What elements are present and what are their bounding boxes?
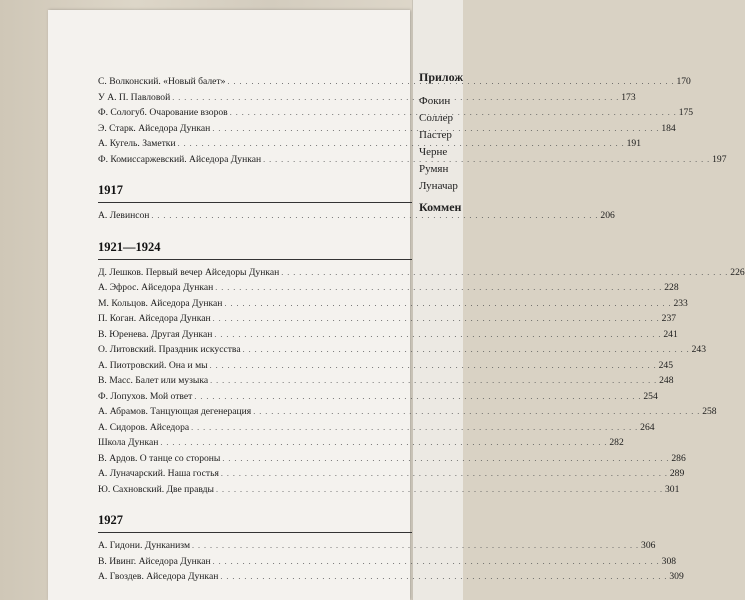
toc-entry: [98, 280, 679, 296]
toc-entry-page-number: 197: [712, 153, 727, 165]
section-year-heading: 1921—1924: [98, 239, 161, 254]
right-page-fragment: Черне: [419, 146, 448, 158]
toc-entry-title: П. Коган. Айседора Дункан: [98, 313, 211, 324]
toc-entry-title: Ф. Лопухов. Мой ответ: [98, 390, 193, 402]
toc-entry-title: А. Абрамов. Танцующая дегенерация: [98, 406, 252, 417]
toc-entry-page-number: 258: [702, 406, 717, 417]
toc-leader-dots: [210, 373, 657, 389]
toc-leader-dots: [160, 435, 607, 451]
right-page-fragment-heading: Коммен: [419, 200, 462, 214]
toc-entry-title: А. Сидоров. Айседора: [98, 421, 190, 433]
toc-entry: [98, 208, 615, 224]
toc-entry: [98, 389, 658, 405]
toc-entry-title: Школа Дункан: [98, 437, 159, 448]
right-page-fragment: Румян: [419, 163, 449, 175]
toc-entry: [98, 451, 686, 467]
toc-entry-page-number: 233: [673, 297, 688, 309]
toc-entry-title: У А. П. Павловой: [98, 91, 171, 103]
section-year-heading: 1927: [98, 513, 123, 527]
toc-entry: [98, 265, 745, 281]
toc-leader-dots: [192, 538, 639, 554]
toc-leader-dots: [215, 280, 662, 296]
toc-entry-title: А. Гвоздев. Айседора Дункан: [98, 571, 219, 582]
toc-leader-dots: [227, 74, 674, 90]
right-page-fragment-heading: Прилож: [419, 70, 464, 84]
toc-entry-title: Ю. Сахновский. Две правды: [98, 483, 214, 495]
toc-entry-page-number: 228: [664, 282, 679, 293]
toc-entry-page-number: 170: [676, 76, 691, 87]
toc-entry-page-number: 264: [640, 421, 655, 433]
toc-entry-title: Д. Лешков. Первый вечер Айседоры Дункан: [98, 266, 280, 278]
toc-entry: [98, 311, 677, 327]
toc-leader-dots: [172, 90, 619, 106]
toc-entry-page-number: 301: [664, 483, 680, 495]
toc-entry-page-number: 306: [641, 540, 656, 551]
toc-leader-dots: [222, 451, 669, 467]
toc-entry-title: А. Левинсон: [98, 210, 150, 221]
toc-entry-title: В. Юренева. Другая Дункан: [98, 328, 213, 340]
toc-leader-dots: [212, 121, 659, 137]
toc-entry-page-number: 191: [626, 138, 641, 149]
toc-entry: [98, 296, 688, 312]
toc-entry-title: М. Кольцов. Айседора Дункан: [98, 297, 223, 309]
toc-entry: [98, 554, 677, 570]
toc-entry-title: А. Кугель. Заметки: [98, 138, 176, 149]
toc-entry-title: С. Волконский. «Новый балет»: [98, 76, 226, 87]
toc-entry-page-number: 175: [678, 107, 694, 118]
toc-entry: [98, 482, 680, 498]
right-page-fragment: Пастер: [419, 129, 452, 141]
toc-entry-title: Ф. Комиссаржевский. Айседора Дункан: [98, 153, 262, 165]
toc-entry: [98, 435, 624, 451]
toc-leader-dots: [230, 105, 677, 121]
toc-entry-page-number: 286: [671, 452, 686, 464]
toc-leader-dots: [213, 311, 660, 327]
toc-entry: [98, 404, 717, 420]
toc-leader-dots: [263, 152, 710, 168]
toc-entry-page-number: 241: [663, 328, 678, 340]
toc-entry: [98, 358, 673, 374]
toc-entry: [98, 538, 656, 554]
toc-entry-page-number: 184: [661, 122, 676, 134]
toc-entry-page-number: 254: [643, 390, 658, 402]
toc-entry-page-number: 206: [600, 210, 615, 221]
toc-entry-page-number: 308: [661, 555, 677, 567]
toc-leader-dots: [178, 136, 625, 152]
toc-entry: [98, 420, 655, 436]
toc-section: [98, 238, 745, 498]
toc-entry-title: Ф. Сологуб. Очарование взоров: [98, 107, 228, 118]
toc-entry: [98, 569, 684, 585]
toc-entry-title: О. Литовский. Праздник искусства: [98, 344, 241, 355]
toc-leader-dots: [281, 265, 728, 281]
right-page-fragment: Луначар: [419, 180, 458, 192]
toc-entry-page-number: 248: [659, 375, 674, 386]
toc-leader-dots: [210, 358, 657, 374]
toc-entry-page-number: 243: [691, 344, 706, 355]
toc-leader-dots: [151, 208, 598, 224]
toc-entry: [98, 342, 706, 358]
toc-entry: [98, 373, 674, 389]
toc-leader-dots: [191, 420, 638, 436]
toc-leader-dots: [221, 466, 668, 482]
toc-leader-dots: [216, 482, 663, 498]
right-page-fragment: Соллер: [419, 112, 454, 124]
right-page-fragment: Фокин: [419, 95, 451, 107]
toc-leader-dots: [253, 404, 700, 420]
toc-entry-title: В. Ивинг. Айседора Дункан: [98, 555, 211, 567]
toc-entry-page-number: 282: [609, 437, 624, 448]
toc-entry-page-number: 173: [621, 91, 636, 103]
toc-entry-page-number: 245: [658, 359, 673, 371]
toc-section: [98, 511, 684, 585]
toc-entry: [98, 466, 685, 482]
toc-entry-title: А. Пиотровский. Она и мы: [98, 359, 208, 371]
toc-entry-title: В. Ардов. О танце со стороны: [98, 452, 221, 464]
toc-entry-page-number: 289: [669, 468, 685, 479]
toc-leader-dots: [243, 342, 690, 358]
toc-entry-page-number: 237: [661, 313, 677, 324]
toc-leader-dots: [220, 569, 667, 585]
toc-leader-dots: [214, 327, 661, 343]
toc-leader-dots: [194, 389, 641, 405]
toc-entry-title: В. Масс. Балет или музыка: [98, 375, 209, 386]
toc-entry-title: Э. Старк. Айседора Дункан: [98, 122, 211, 134]
toc-entry-page-number: 226: [730, 266, 745, 278]
toc-entry-title: А. Эфрос. Айседора Дункан: [98, 282, 214, 293]
section-divider: [98, 532, 412, 533]
toc-entry-page-number: 309: [669, 571, 684, 582]
section-year-heading: 1917: [98, 183, 123, 197]
toc-leader-dots: [224, 296, 671, 312]
toc-leader-dots: [213, 554, 660, 570]
toc-entry: [98, 327, 678, 343]
toc-entry-title: А. Гидони. Дунканизм: [98, 540, 191, 551]
section-divider: [98, 202, 412, 203]
section-divider: [98, 259, 412, 260]
toc-entry-title: А. Луначарский. Наша гостья: [98, 468, 219, 479]
